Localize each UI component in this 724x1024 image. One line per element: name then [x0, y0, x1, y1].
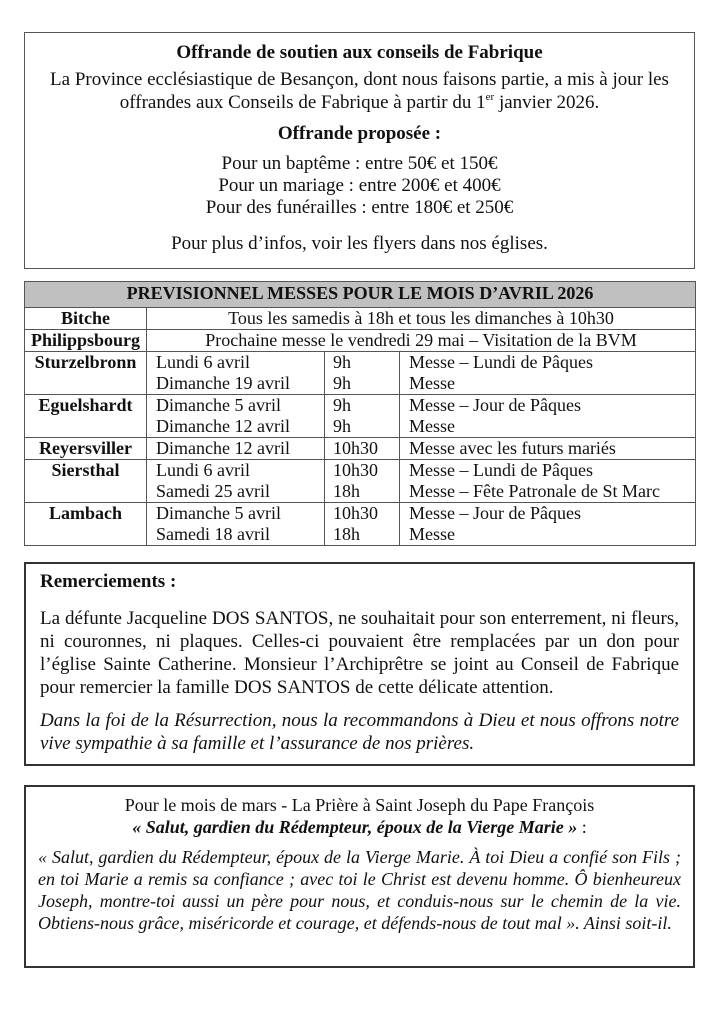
- prayer-subheading-line: [38, 816, 681, 838]
- desc-entry: Messe – Lundi de Pâques: [409, 352, 593, 372]
- time-cell: [325, 395, 400, 438]
- time-entry: 9h: [333, 395, 351, 415]
- prayer-heading: Pour le mois de mars - La Prière à Saint Joseph du Pape François: [124, 795, 595, 815]
- offrande-intro-part2: janvier 2026.: [494, 92, 600, 113]
- price-funerailles: Pour des funérailles : entre 180€ et 250€: [205, 197, 514, 218]
- date-entry: Lundi 6 avril: [156, 352, 250, 372]
- offrande-box: [24, 32, 695, 269]
- prayer-box: [24, 785, 695, 968]
- price-bapteme: Pour un baptême : entre 50€ et 150€: [221, 153, 498, 174]
- desc-cell: [400, 460, 696, 503]
- schedule-title: PREVISIONNEL MESSES POUR LE MOIS D’AVRIL 2026: [25, 282, 696, 308]
- desc-entry: Messe: [409, 416, 455, 436]
- time-cell: [325, 438, 400, 460]
- table-row-siersthal: [25, 460, 696, 503]
- table-row-philippsbourg: [25, 330, 696, 352]
- offrande-intro-part1: La Province ecclésiastique de Besançon, dont nous faisons partie, a mis à jour les offrandes aux Conseils de Fabrique à partir du 1: [50, 69, 669, 113]
- price-mariage: Pour un mariage : entre 200€ et 400€: [218, 175, 501, 196]
- offrande-price-list: [25, 153, 694, 219]
- place-cell: Sturzelbronn: [25, 352, 147, 395]
- date-cell: [147, 503, 325, 546]
- place-cell: Eguelshardt: [25, 395, 147, 438]
- time-entry: 10h30: [333, 460, 378, 480]
- time-entry: 18h: [333, 524, 360, 544]
- desc-entry: Messe – Lundi de Pâques: [409, 460, 593, 480]
- desc-entry: Messe – Jour de Pâques: [409, 503, 581, 523]
- date-cell: [147, 352, 325, 395]
- thanks-closing: Dans la foi de la Résurrection, nous la recommandons à Dieu et nous offrons notre vive sympathie à sa famille et l’assurance de nos prières.: [40, 710, 679, 754]
- time-entry: 18h: [333, 481, 360, 501]
- date-entry: Dimanche 5 avril: [156, 395, 281, 415]
- time-cell: [325, 460, 400, 503]
- desc-cell: [400, 352, 696, 395]
- offrande-info: Pour plus d’infos, voir les flyers dans nos églises.: [171, 233, 548, 254]
- prayer-subheading: « Salut, gardien du Rédempteur, époux de la Vierge Marie »: [132, 817, 578, 837]
- offrande-subtitle: Offrande proposée :: [277, 123, 442, 144]
- date-entry: Dimanche 12 avril: [156, 416, 290, 436]
- desc-entry: Messe: [409, 524, 455, 544]
- table-row-bitche: [25, 308, 696, 330]
- place-cell: Siersthal: [25, 460, 147, 503]
- place-cell: Philippsbourg: [25, 330, 147, 352]
- offrande-title: Offrande de soutien aux conseils de Fabrique: [176, 42, 543, 63]
- offrande-intro-sup: er: [485, 91, 495, 103]
- desc-entry: Messe: [409, 373, 455, 393]
- date-entry: Samedi 18 avril: [156, 524, 270, 544]
- place-cell: Reyersviller: [25, 438, 147, 460]
- time-entry: 9h: [333, 352, 351, 372]
- desc-entry: Messe – Fête Patronale de St Marc: [409, 481, 660, 501]
- desc-cell: [400, 438, 696, 460]
- table-row-lambach: [25, 503, 696, 546]
- desc-cell: [400, 503, 696, 546]
- date-cell: [147, 395, 325, 438]
- offrande-intro: [25, 68, 694, 114]
- time-cell: [325, 503, 400, 546]
- table-row-sturzelbronn: [25, 352, 696, 395]
- time-entry: 10h30: [333, 438, 378, 458]
- desc-entry: Messe avec les futurs mariés: [409, 438, 616, 458]
- table-header-row: [25, 282, 696, 308]
- table-row-eguelshardt: [25, 395, 696, 438]
- place-cell: Lambach: [25, 503, 147, 546]
- date-cell: [147, 438, 325, 460]
- prayer-text: « Salut, gardien du Rédempteur, époux de la Vierge Marie. À toi Dieu a confié son Fils ; en toi Marie a remis sa confiance ; avec toi le Christ est devenu homme. Ô bienheureux Joseph, montre-toi aussi un père pour nous, et conduis-nous sur le chemin de la vie. Obtiens-nous grâce, miséricorde et courage, et défends-nous de tout mal ». Ainsi soit-il.: [38, 847, 681, 933]
- desc-entry: Messe – Jour de Pâques: [409, 395, 581, 415]
- thanks-title: Remerciements :: [40, 571, 177, 592]
- date-entry: Dimanche 5 avril: [156, 503, 281, 523]
- date-cell: [147, 460, 325, 503]
- mass-schedule-table: [24, 281, 696, 546]
- table-row-reyersviller: [25, 438, 696, 460]
- time-entry: 9h: [333, 373, 351, 393]
- date-entry: Samedi 25 avril: [156, 481, 270, 501]
- thanks-body: La défunte Jacqueline DOS SANTOS, ne souhaitait pour son enterrement, ni fleurs, ni couronnes, ni plaques. Celles-ci pouvaient être remplacées par un don pour l’église Sainte Catherine. Monsieur l’Archiprêtre se joint au Conseil de Fabrique pour remercier la famille DOS SANTOS de cette délicate attention.: [40, 608, 679, 698]
- time-entry: 10h30: [333, 503, 378, 523]
- time-cell: [325, 352, 400, 395]
- date-entry: Dimanche 19 avril: [156, 373, 290, 393]
- prayer-subheading-suffix: :: [577, 817, 587, 837]
- place-cell: Bitche: [25, 308, 147, 330]
- thanks-box: [24, 562, 695, 766]
- note-cell: Tous les samedis à 18h et tous les dimanches à 10h30: [147, 308, 696, 330]
- date-entry: Dimanche 12 avril: [156, 438, 290, 458]
- time-entry: 9h: [333, 416, 351, 436]
- note-cell: Prochaine messe le vendredi 29 mai – Visitation de la BVM: [147, 330, 696, 352]
- date-entry: Lundi 6 avril: [156, 460, 250, 480]
- desc-cell: [400, 395, 696, 438]
